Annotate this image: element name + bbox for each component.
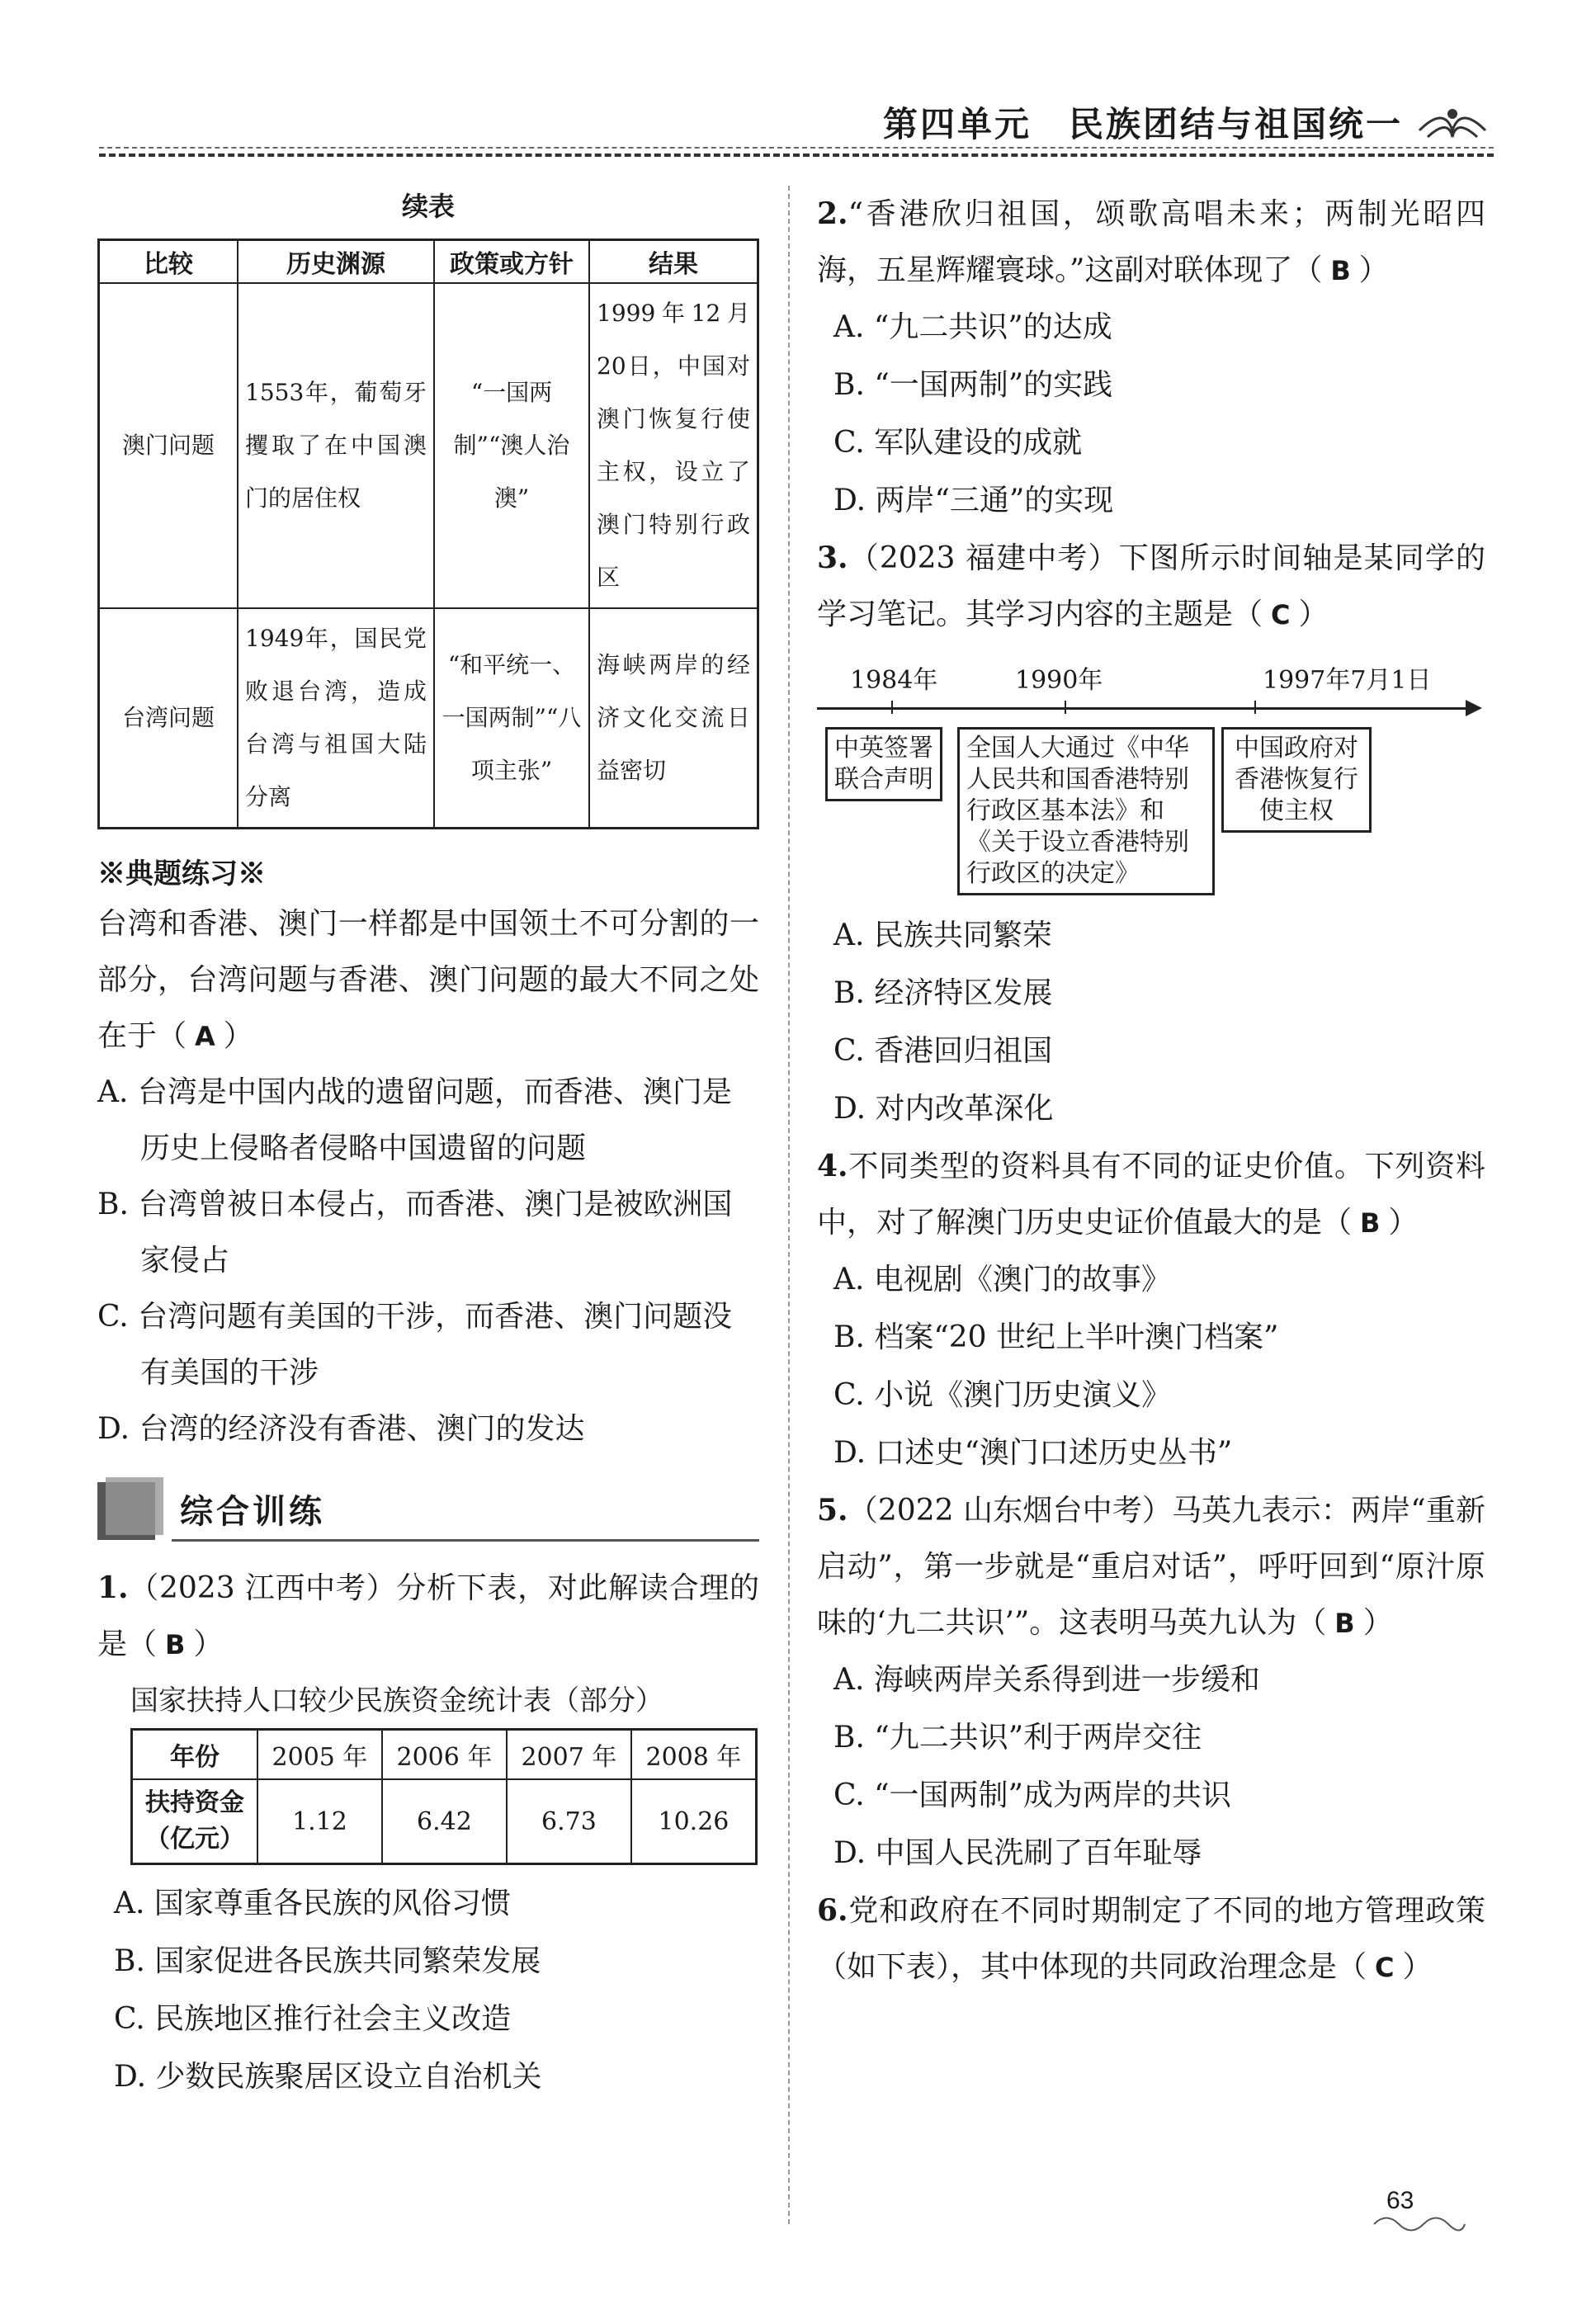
practice-question — [97, 896, 759, 1065]
option: C. 民族地区推行社会主义改造 — [114, 2002, 512, 2036]
question-stem: “香港欣归祖国，颂歌高唱未来；两制光昭四海，五星辉耀寰球。”这副对联体现了（ — [817, 197, 1485, 287]
table-cell: 海峡两岸的经济文化交流日益密切 — [589, 608, 758, 829]
option: A. 电视剧《澳门的故事》 — [833, 1263, 1171, 1296]
option: D. 口述史“澳门口述历史丛书” — [833, 1436, 1233, 1470]
table-cell: 台湾问题 — [99, 608, 238, 829]
table-cell: “一国两制”“澳人治澳” — [434, 283, 589, 608]
option: A. 台湾是中国内战的遗留问题，而香港、澳门是历史上侵略者侵略中国遗留的问题 — [97, 1075, 732, 1165]
timeline-date: 1984年 — [850, 666, 938, 695]
table-header: 政策或方针 — [434, 240, 589, 284]
question-stem: 党和政府在不同时期制定了不同的地方管理政策（如下表），其中体现的共同政治理念是（ — [817, 1894, 1485, 1984]
table-caption: 续表 — [401, 191, 455, 222]
option: B. “一国两制”的实践 — [833, 368, 1113, 402]
column-divider — [788, 186, 790, 2224]
option: C. 军队建设的成就 — [833, 426, 1083, 460]
table-cell: “和平统一、一国两制”“八项主张” — [434, 608, 589, 829]
paren-close: ） — [223, 1019, 253, 1053]
option: B. 经济特区发展 — [833, 976, 1053, 1010]
option: D. 中国人民洗刷了百年耻辱 — [833, 1836, 1202, 1870]
unit-title: 第四单元 民族团结与祖国统一 — [882, 104, 1403, 144]
question-1 — [97, 1560, 759, 1673]
arrow-right-icon — [1466, 700, 1482, 716]
option: D. 对内改革深化 — [833, 1092, 1054, 1126]
page-header — [99, 92, 1494, 157]
option: B. 台湾曾被日本侵占，而香港、澳门是被欧洲国家侵占 — [97, 1188, 733, 1278]
answer: A — [195, 1021, 215, 1052]
timeline-event: 全国人大通过《中华人民共和国香港特别行政区基本法》和《关于设立香港特别行政区的决定》 — [957, 727, 1215, 895]
answer: B — [165, 1629, 186, 1660]
page-number: 63 — [1386, 2187, 1414, 2214]
table-cell: 1553年，葡萄牙攫取了在中国澳门的居住权 — [238, 283, 434, 608]
funding-table — [130, 1728, 758, 1865]
right-column — [817, 186, 1485, 1995]
section-title: 综合训练 — [180, 1492, 325, 1531]
table-header: 历史渊源 — [238, 240, 434, 284]
question-number: 5. — [817, 1493, 848, 1528]
table-cell: 1949年，国民党败退台湾，造成台湾与祖国大陆分离 — [238, 608, 434, 829]
answer: C — [1271, 599, 1291, 631]
option: D. 台湾的经济没有香港、澳门的发达 — [97, 1412, 585, 1446]
option: B. “九二共识”利于两岸交往 — [833, 1721, 1202, 1755]
banner-square-icon — [106, 1477, 163, 1535]
question-number: 1. — [97, 1570, 129, 1605]
header-rule — [99, 147, 1494, 149]
wing-ornament-icon — [1411, 97, 1494, 147]
timeline-tick — [1254, 701, 1256, 714]
timeline — [817, 659, 1485, 899]
paren-close: ） — [1402, 1950, 1433, 1984]
table-header: 结果 — [589, 240, 758, 284]
option: C. 台湾问题有美国的干涉，而香港、澳门问题没有美国的干涉 — [97, 1300, 733, 1390]
paren-close: ） — [1388, 1206, 1419, 1240]
table-header: 2005 年 — [257, 1730, 382, 1780]
answer: B — [1334, 1608, 1355, 1639]
table-cell: 1999年12月20日，中国对澳门恢复行使主权，设立了澳门特别行政区 — [589, 283, 758, 608]
table-row — [99, 608, 758, 829]
table-header: 2007 年 — [507, 1730, 631, 1780]
row-label: 扶持资金（亿元） — [132, 1779, 258, 1864]
question-4 — [817, 1138, 1485, 1251]
question-number: 3. — [817, 541, 848, 575]
paren-close: ） — [1358, 253, 1389, 287]
timeline-event: 中国政府对香港恢复行使主权 — [1221, 727, 1372, 833]
section-banner — [97, 1477, 759, 1552]
paren-close: ） — [193, 1627, 224, 1661]
table-cell: 澳门问题 — [99, 283, 238, 608]
practice-heading: ※典题练习※ — [97, 857, 266, 890]
table-header: 年份 — [132, 1730, 258, 1780]
option: B. 国家促进各民族共同繁荣发展 — [114, 1944, 541, 1978]
table-cell: 6.73 — [507, 1779, 631, 1864]
question-stem: 台湾和香港、澳门一样都是中国领土不可分割的一部分，台湾问题与香港、澳门问题的最大不同之处在于（ — [97, 907, 759, 1053]
question-number: 4. — [817, 1149, 848, 1183]
timeline-axis — [817, 707, 1469, 710]
paren-close: ） — [1298, 597, 1329, 631]
option: D. 少数民族聚居区设立自治机关 — [114, 2060, 542, 2094]
table-caption: 国家扶持人口较少民族资金统计表（部分） — [130, 1684, 663, 1717]
option: A. “九二共识”的达成 — [833, 310, 1112, 344]
option: C. 小说《澳门历史演义》 — [833, 1378, 1172, 1412]
question-number: 6. — [817, 1893, 848, 1928]
option: C. 香港回归祖国 — [833, 1034, 1053, 1068]
timeline-tick — [1065, 701, 1066, 714]
option: C. “一国两制”成为两岸的共识 — [833, 1778, 1231, 1812]
option: A. 海峡两岸关系得到进一步缓和 — [833, 1663, 1260, 1697]
table-row — [99, 283, 758, 608]
question-stem: （2023 福建中考）下图所示时间轴是某同学的学习笔记。其学习内容的主题是（ — [817, 541, 1485, 631]
swirl-ornament-icon — [1370, 2212, 1469, 2236]
paren-close: ） — [1362, 1606, 1393, 1640]
question-3 — [817, 530, 1485, 643]
question-6 — [817, 1882, 1485, 1995]
option: D. 两岸“三通”的实现 — [833, 484, 1114, 517]
table-cell: 1.12 — [257, 1779, 382, 1864]
question-stem: （2023 江西中考）分析下表，对此解读合理的是（ — [97, 1571, 759, 1661]
table-header: 2006 年 — [382, 1730, 507, 1780]
timeline-tick — [891, 701, 893, 714]
answer: B — [1330, 255, 1351, 286]
answer: C — [1375, 1952, 1395, 1983]
option: B. 档案“20 世纪上半叶澳门档案” — [833, 1320, 1279, 1354]
comparison-table — [97, 239, 759, 829]
question-number: 2. — [817, 196, 848, 231]
left-column — [97, 186, 759, 2106]
question-stem: （2022 山东烟台中考）马英九表示：两岸“重新启动”，第一步就是“重启对话”，呼吁回到“原汁原味的‘九二共识’”。这表明马英九认为（ — [817, 1494, 1485, 1640]
timeline-date: 1997年7月1日 — [1263, 666, 1432, 695]
banner-rule — [172, 1539, 759, 1542]
option: A. 国家尊重各民族的风俗习惯 — [114, 1887, 511, 1920]
question-2 — [817, 186, 1485, 299]
table-cell: 6.42 — [382, 1779, 507, 1864]
answer: B — [1360, 1207, 1381, 1239]
header-rule — [99, 153, 1494, 157]
table-cell: 10.26 — [631, 1779, 757, 1864]
option: A. 民族共同繁荣 — [833, 919, 1052, 952]
timeline-event: 中英签署联合声明 — [825, 727, 942, 801]
table-header: 比较 — [99, 240, 238, 284]
question-stem: 不同类型的资料具有不同的证史价值。下列资料中，对了解澳门历史史证价值最大的是（ — [817, 1150, 1485, 1240]
timeline-date: 1990年 — [1015, 666, 1103, 695]
question-5 — [817, 1482, 1485, 1651]
table-header: 2008 年 — [631, 1730, 757, 1780]
